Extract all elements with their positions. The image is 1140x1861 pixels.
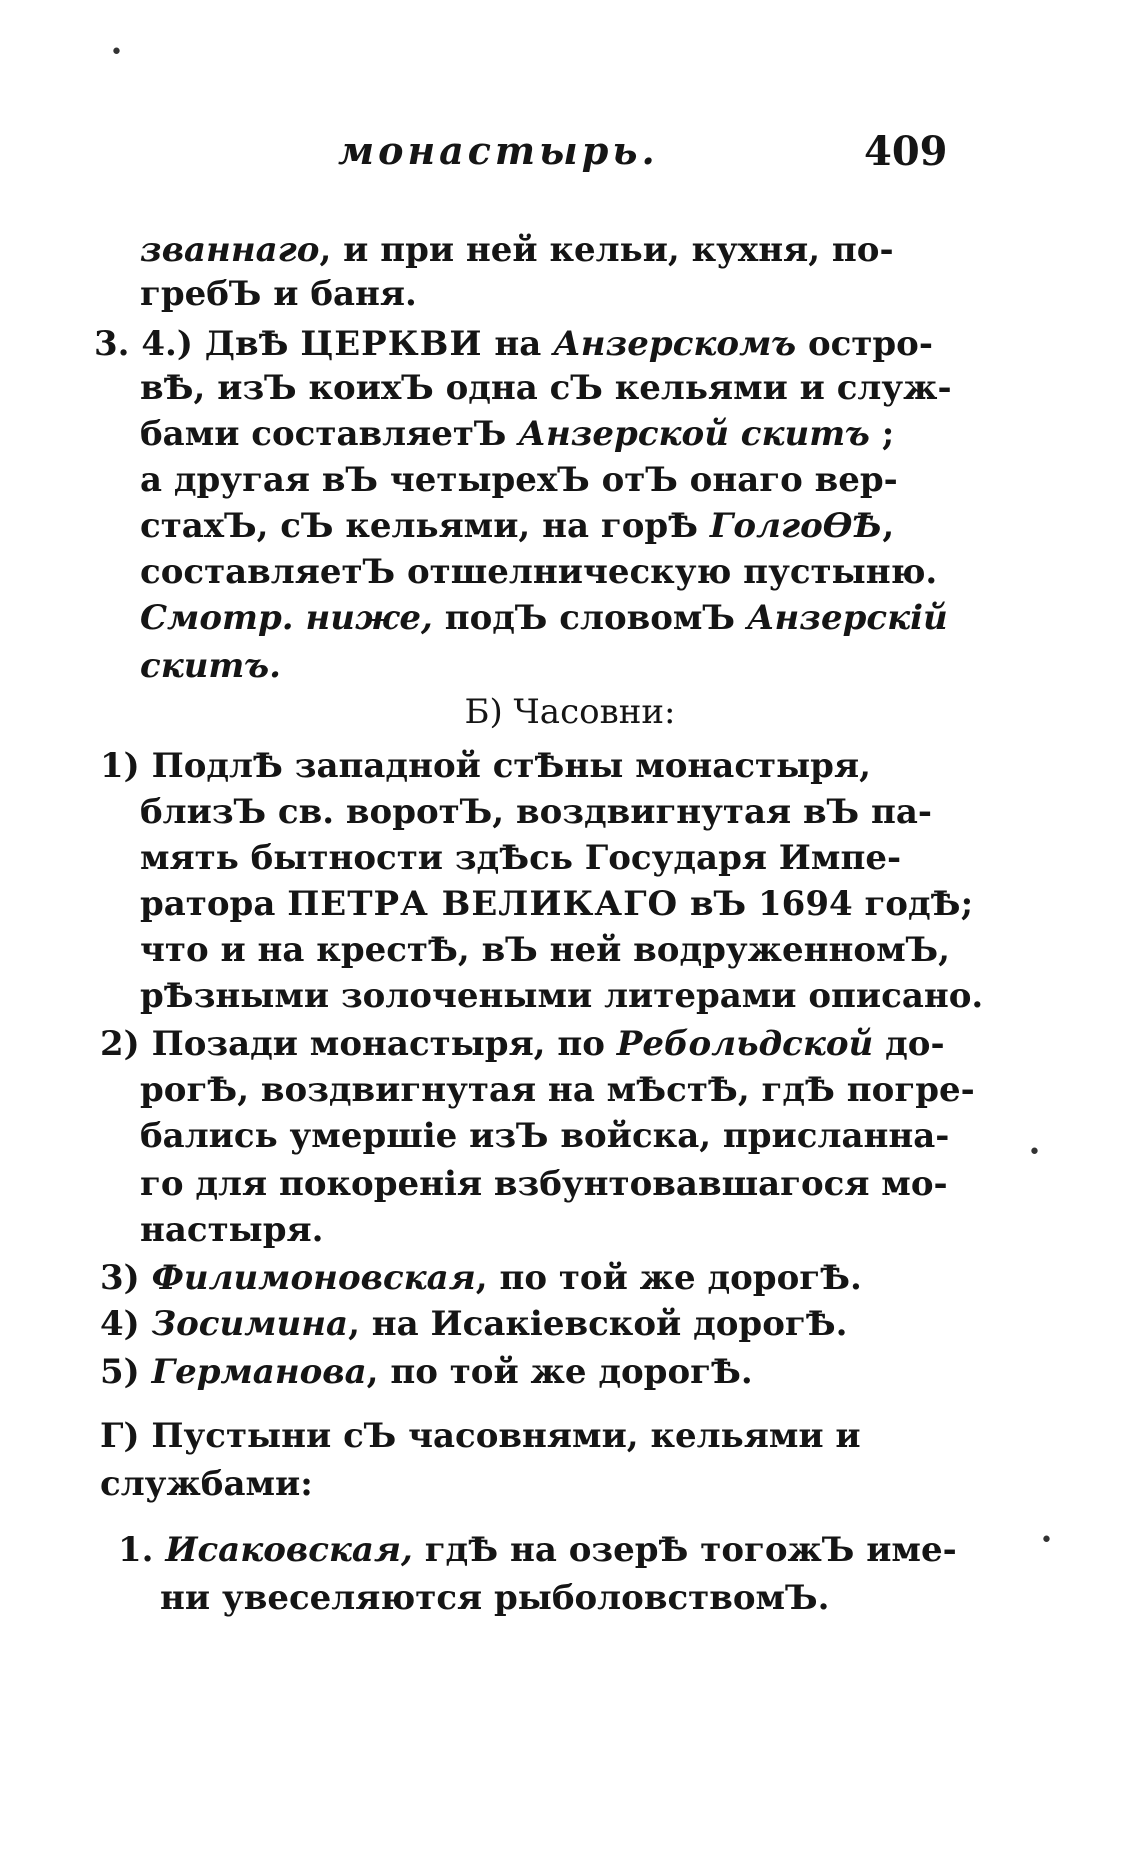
text-line: скитъ.	[140, 646, 281, 686]
text-line: вѢ, изЪ коихЪ одна сЪ кельями и служ-	[140, 368, 952, 408]
text-line: а другая вЪ четырехЪ отЪ онаго вер-	[140, 460, 898, 500]
text-line: званнаго, и при ней кельи, кухня, по-	[140, 230, 894, 270]
text-line: 3) Филимоновская, по той же дорогѢ.	[100, 1258, 862, 1298]
text-line: ратора ПЕТРА ВЕЛИКАГО вЪ 1694 годѢ;	[140, 884, 974, 924]
print-speck: •	[1040, 1528, 1053, 1553]
section-heading: Г) Пустыни сЪ часовнями, кельями и	[100, 1416, 861, 1456]
text-line: 2) Позади монастыря, по Ребольдской до-	[100, 1024, 945, 1064]
page-header	[0, 128, 1140, 188]
page-number: 409	[864, 128, 948, 175]
text-line: составляетЪ отшелническую пустыню.	[140, 552, 938, 592]
section-heading: службами:	[100, 1464, 313, 1504]
text-line: 4) Зосимина, на Исакіевской дорогѢ.	[100, 1304, 848, 1344]
text-line: 5) Германова, по той же дорогѢ.	[100, 1352, 753, 1392]
text-line: близЪ св. воротЪ, воздвигнутая вЪ па-	[140, 792, 932, 832]
print-speck: •	[1028, 1140, 1041, 1165]
text-line: 1) ПодлѢ западной стѢны монастыря,	[100, 746, 871, 786]
print-speck: •	[110, 40, 123, 65]
text-line: стахЪ, сЪ кельями, на горѢ ГолгоѲѢ,	[140, 506, 895, 546]
running-title: монастырь.	[338, 128, 659, 173]
text-line: рогѢ, воздвигнутая на мѢстѢ, гдѢ погре-	[140, 1070, 975, 1110]
text-line: рѢзными золочеными литерами описано.	[140, 976, 984, 1016]
text-line: го для покоренія взбунтовавшагося мо-	[140, 1164, 948, 1204]
text-line: Смотр. ниже, подЪ словомЪ Анзерскій	[140, 598, 948, 638]
text-line: ни увеселяются рыболовствомЪ.	[160, 1578, 830, 1618]
text-line: бами составляетЪ Анзерской скитъ ;	[140, 414, 895, 454]
text-line: настыря.	[140, 1210, 324, 1250]
text-line: 1. Исаковская, гдѢ на озерѢ тогожЪ име-	[118, 1530, 957, 1570]
section-heading: Б) Часовни:	[464, 692, 676, 732]
text-line: 3. 4.) ДвѢ ЦЕРКВИ на Анзерскомъ остро-	[94, 324, 933, 364]
text-line: гребЪ и баня.	[140, 274, 417, 314]
text-line: бались умершіе изЪ войска, присланна-	[140, 1116, 950, 1156]
text-line: мять бытности здѢсь Государя Импе-	[140, 838, 902, 878]
text-line: что и на крестѢ, вЪ ней водруженномЪ,	[140, 930, 950, 970]
